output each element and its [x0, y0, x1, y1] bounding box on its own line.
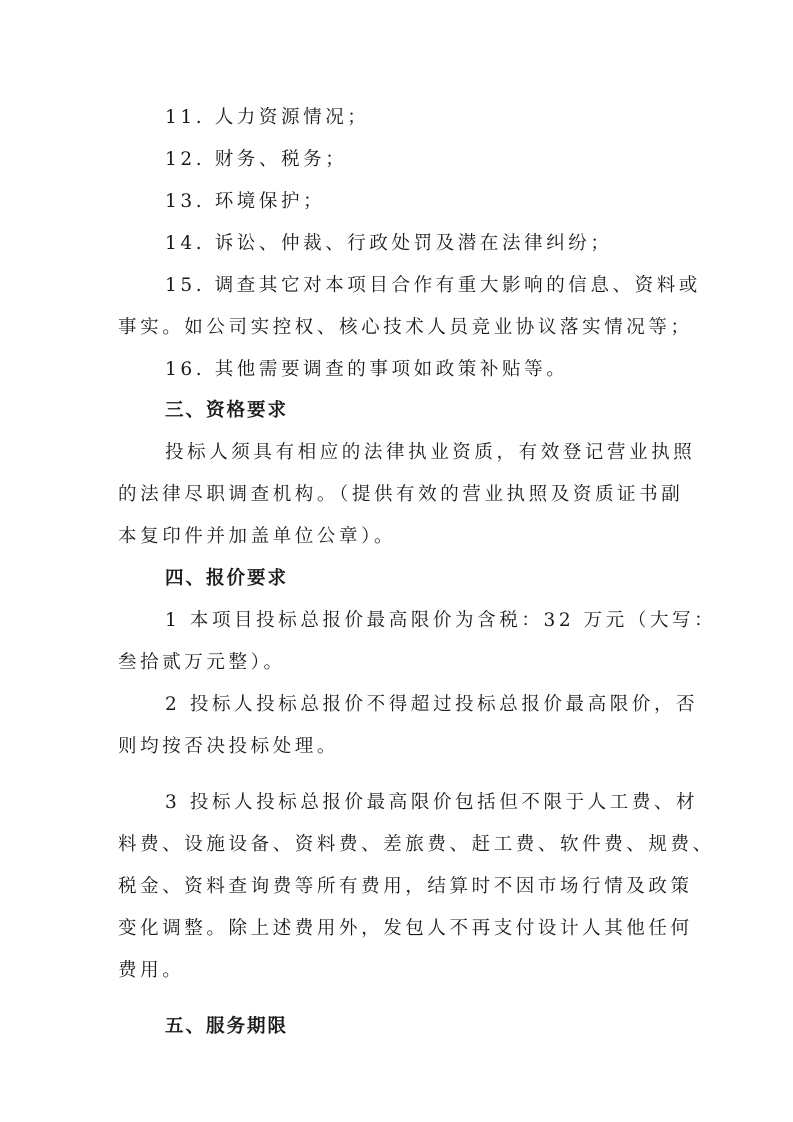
section-heading-qualification: 三、资格要求: [165, 400, 289, 421]
section-heading-service-period: 五、服务期限: [165, 1016, 289, 1037]
list-item-15-continuation: 事实。如公司实控权、核心技术人员竞业协议落实情况等；: [118, 317, 693, 338]
list-item-14: 14. 诉讼、仲裁、行政处罚及潜在法律纠纷；: [165, 233, 613, 254]
paragraph-line: 则均按否决投标处理。: [118, 736, 340, 757]
paragraph-line: 料费、设施设备、资料费、差旅费、赶工费、软件费、规费、: [118, 834, 715, 855]
list-item-12: 12. 财务、税务；: [165, 149, 348, 170]
paragraph-line: 的法律尽职调查机构。（提供有效的营业执照及资质证书副: [118, 484, 684, 505]
paragraph-line: 变化调整。除上述费用外，发包人不再支付设计人其他任何: [118, 918, 693, 939]
paragraph-line: 费用。: [118, 960, 185, 981]
list-item-11: 11. 人力资源情况；: [165, 107, 370, 128]
paragraph-line: 1 本项目投标总报价最高限价为含税：32 万元（大写：: [165, 610, 717, 631]
paragraph-line: 3 投标人投标总报价最高限价包括但不限于人工费、材: [165, 792, 699, 813]
paragraph-line: 2 投标人投标总报价不得超过投标总报价最高限价，否: [165, 694, 699, 715]
paragraph-line: 投标人须具有相应的法律执业资质，有效登记营业执照: [165, 442, 696, 463]
paragraph-line: 本复印件并加盖单位公章）。: [118, 526, 397, 547]
list-item-15: 15. 调查其它对本项目合作有重大影响的信息、资料或: [165, 275, 701, 296]
paragraph-line: 叁拾贰万元整）。: [118, 652, 286, 673]
section-heading-quotation: 四、报价要求: [165, 568, 289, 589]
list-item-16: 16. 其他需要调查的事项如政策补贴等。: [165, 359, 569, 380]
list-item-13: 13. 环境保护；: [165, 191, 326, 212]
paragraph-line: 税金、资料查询费等所有费用，结算时不因市场行情及政策: [118, 876, 693, 897]
